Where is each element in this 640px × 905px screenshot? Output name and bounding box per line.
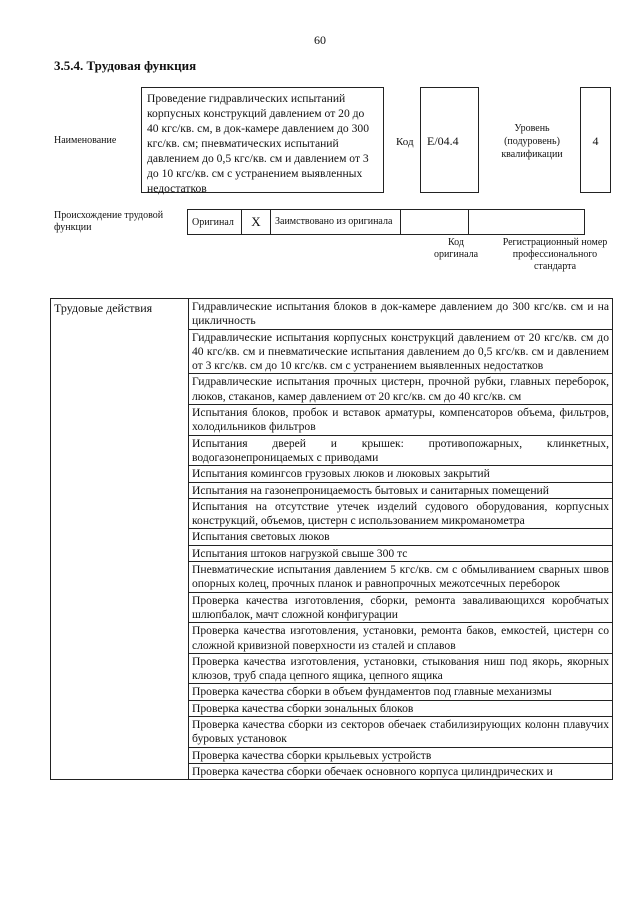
table-row (51, 299, 613, 330)
labor-action-item: Проверка качества сборки из секторов обечаек стабилизирующих колонн плавучих буровых установок (189, 717, 613, 748)
function-name-value: Проведение гидравлических испытаний корпусных конструкций давлением от 20 до 40 кгс/кв. см, в док-камере давлением до 300 кгс/кв. см; пневматических испытаний давлением до 0,5 кгс/кв. см и давлением от 3 до 10 кгс/кв. см с устранением выявленных недостатков (141, 87, 384, 193)
page-number: 60 (314, 33, 326, 47)
code-label: Код (396, 136, 414, 148)
original-code-caption: Код оригинала (433, 237, 479, 260)
labor-actions-table (50, 298, 613, 780)
origin-table (187, 209, 585, 235)
labor-action-item: Проверка качества изготовления, сборки, ремонта заваливающихся коробчатых шлюпбалок, мачт сложной конфигурации (189, 592, 613, 623)
registration-number-caption: Регистрационный номер профессионального стандарта (502, 237, 608, 272)
labor-action-item: Проверка качества сборки зональных блоков (189, 700, 613, 716)
original-code-cell (401, 210, 469, 235)
origin-label: Происхождение трудовой функции (54, 210, 164, 233)
original-mark: X (242, 210, 271, 235)
section-title: 3.5.4. Трудовая функция (54, 58, 197, 73)
original-label: Оригинал (188, 210, 242, 235)
borrowed-label: Заимствовано из оригинала (271, 210, 401, 235)
labor-action-item: Испытания на отсутствие утечек изделий судового оборудования, корпусных конструкций, объемов, цистерн с использованием микроманометра (189, 498, 613, 529)
labor-action-item: Гидравлические испытания блоков в док-камере давлением до 300 кгс/кв. см и на цикличность (189, 299, 613, 330)
labor-action-item: Испытания штоков нагрузкой свыше 300 тс (189, 545, 613, 561)
qualification-level-label: Уровень (подуровень) квалификации (501, 123, 563, 160)
labor-action-item: Проверка качества сборки в объем фундаментов под главные механизмы (189, 684, 613, 700)
labor-action-item: Испытания световых люков (189, 529, 613, 545)
labor-action-item: Гидравлические испытания прочных цистерн, прочной рубки, главных переборок, люков, стаканов, камер давлением от 20 кгс/кв. см до 40 кгс/кв. см (189, 374, 613, 405)
labor-action-item: Испытания дверей и крышек: противопожарных, клинкетных, водогазонепроницаемых с приводами (189, 435, 613, 466)
labor-action-item: Пневматические испытания давлением 5 кгс/кв. см с обмыливанием сварных швов опорных колец, прочных планок и равнопрочных межотсечных переборок (189, 562, 613, 593)
labor-action-item: Испытания на газонепроницаемость бытовых и санитарных помещений (189, 482, 613, 498)
labor-actions-heading: Трудовые действия (51, 299, 189, 780)
labor-action-item: Проверка качества изготовления, установки, ремонта баков, емкостей, цистерн со сложной кривизной поверхности из сталей и сплавов (189, 623, 613, 654)
name-label: Наименование (54, 135, 117, 146)
qualification-level-value: 4 (580, 87, 611, 193)
labor-action-item: Проверка качества изготовления, установки, стыкования ниш под якорь, якорных клюзов, труб спада цепного ящика, цепного ящика (189, 653, 613, 684)
labor-action-item: Проверка качества сборки крыльевых устройств (189, 747, 613, 763)
labor-action-item: Испытания блоков, пробок и вставок арматуры, компенсаторов объема, фильтров, холодильников фильтров (189, 405, 613, 436)
function-code-value: E/04.4 (420, 87, 479, 193)
registration-number-cell (469, 210, 585, 235)
labor-action-item: Проверка качества сборки обечаек основного корпуса цилиндрических и (189, 763, 613, 779)
labor-action-item: Испытания комингсов грузовых люков и люковых закрытий (189, 466, 613, 482)
labor-action-item: Гидравлические испытания корпусных конструкций давлением от 20 кгс/кв. см до 40 кгс/кв. см и пневматические испытания давлением до 0,5 кгс/кв. см и давлением от 3 кгс/кв. см до 10 кгс/кв. см с устранением выявленных недостатков (189, 329, 613, 374)
